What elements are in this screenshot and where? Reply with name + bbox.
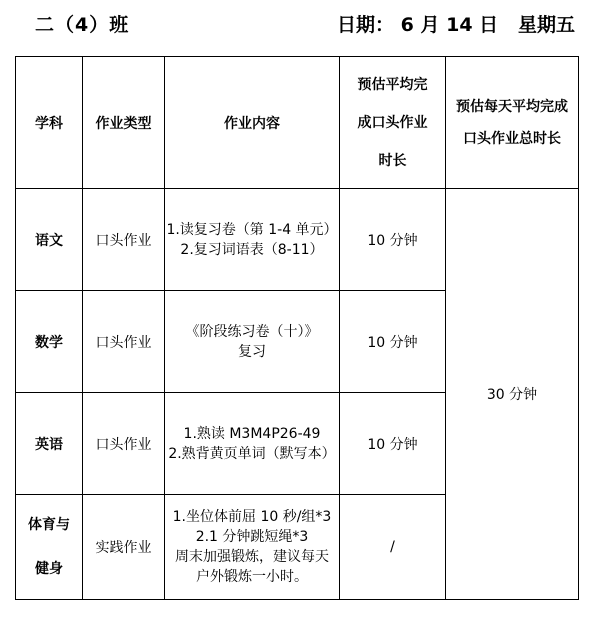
homework-table: [15, 56, 579, 600]
duration-cell: 10 分钟: [340, 189, 446, 291]
type-cell: 实践作业: [83, 495, 165, 600]
type-cell: 口头作业: [83, 393, 165, 495]
table-header-row: [16, 57, 579, 189]
header-subject: 学科: [16, 57, 83, 189]
header-total-duration: 预估每天平均完成 口头作业总时长: [446, 57, 579, 189]
content-cell: 1.熟读 M3M4P26-49 2.熟背黄页单词（默写本）: [165, 393, 340, 495]
duration-cell: 10 分钟: [340, 393, 446, 495]
page-header: [0, 10, 595, 40]
class-name: 二（4）班: [35, 14, 130, 36]
duration-cell: /: [340, 495, 446, 600]
type-cell: 口头作业: [83, 291, 165, 393]
subject-cell: 数学: [16, 291, 83, 393]
date-line: 日期： 6 月 14 日 星期五: [337, 14, 575, 36]
header-type: 作业类型: [83, 57, 165, 189]
header-content: 作业内容: [165, 57, 340, 189]
total-duration-cell: 30 分钟: [446, 189, 579, 600]
subject-cell: 英语: [16, 393, 83, 495]
content-cell: 1.读复习卷（第 1-4 单元） 2.复习词语表（8-11）: [165, 189, 340, 291]
subject-cell: 语文: [16, 189, 83, 291]
duration-cell: 10 分钟: [340, 291, 446, 393]
type-cell: 口头作业: [83, 189, 165, 291]
table-row: [16, 189, 579, 291]
header-estimated-duration: 预估平均完 成口头作业 时长: [340, 57, 446, 189]
content-cell: 《阶段练习卷（十）》 复习: [165, 291, 340, 393]
subject-cell: 体育与 健身: [16, 495, 83, 600]
content-cell: 1.坐位体前屈 10 秒/组*3 2.1 分钟跳短绳*3 周末加强锻炼，建议每天 户外锻炼一小时。: [165, 495, 340, 600]
